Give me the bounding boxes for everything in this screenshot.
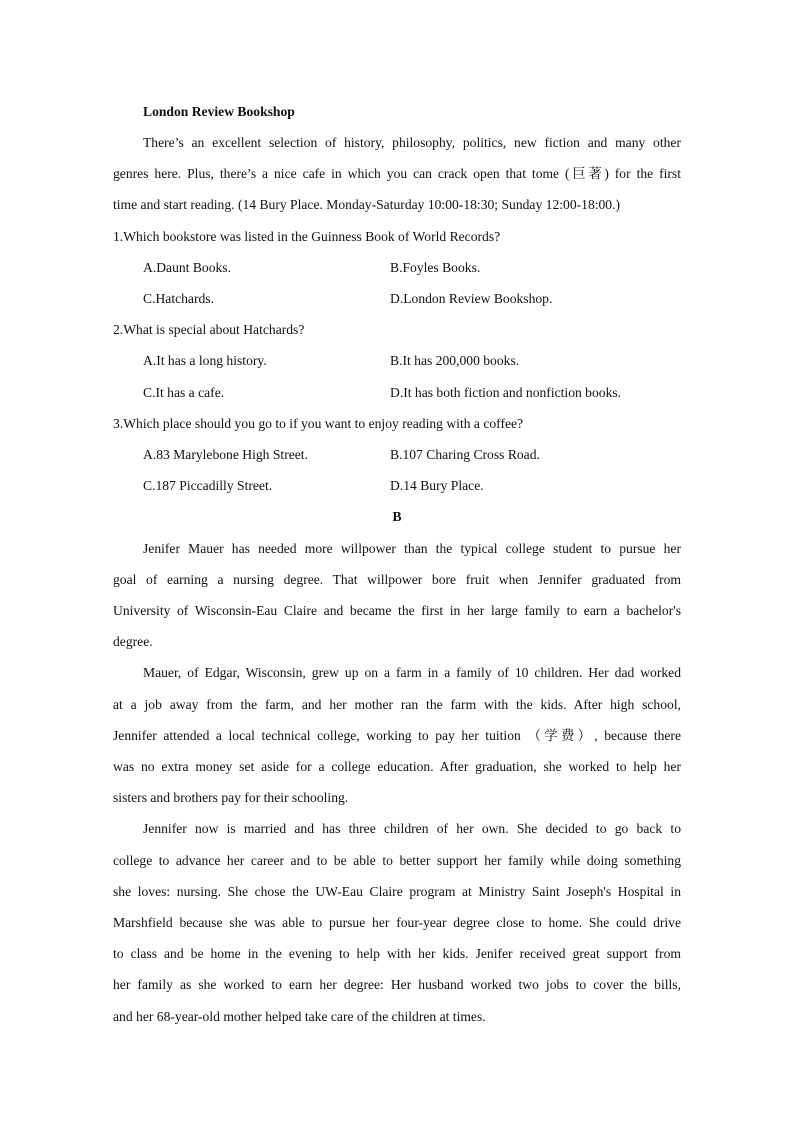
passage-b-line: to class and be home in the evening to help with her kids. Jenifer received great support from (113, 946, 681, 961)
passage-b-line: and her 68-year-old mother helped take care of the children at times. (113, 1009, 486, 1024)
answer-option: A.It has a long history. (143, 353, 267, 368)
passage-b-line: college to advance her career and to be able to better support her family while doing something (113, 853, 681, 868)
answer-option: C.187 Piccadilly Street. (143, 478, 273, 493)
question-stem: 3.Which place should you go to if you want to enjoy reading with a coffee? (113, 416, 524, 431)
answer-option: B.107 Charing Cross Road. (390, 447, 540, 462)
answer-option: B.Foyles Books. (390, 260, 481, 275)
passage-b-line: Jenifer Mauer has needed more willpower than the typical college student to pursue her (143, 541, 681, 556)
passage-b-line: goal of earning a nursing degree. That willpower bore fruit when Jennifer graduated from (113, 572, 681, 587)
answer-option: C.It has a cafe. (143, 385, 225, 400)
passage-b-line: Mauer, of Edgar, Wisconsin, grew up on a farm in a family of 10 children. Her dad worked (143, 665, 681, 680)
passage-b-line: degree. (113, 634, 153, 649)
answer-option: D.London Review Bookshop. (390, 291, 553, 306)
answer-option: B.It has 200,000 books. (390, 353, 520, 368)
question-stem: 2.What is special about Hatchards? (113, 322, 305, 337)
passage-b-line: Jennifer attended a local technical college, working to pay her tuition （学费）, because there (113, 728, 681, 743)
answer-option: A.Daunt Books. (143, 260, 231, 275)
bookshop-heading: London Review Bookshop (143, 104, 295, 119)
question-stem: 1.Which bookstore was listed in the Guinness Book of World Records? (113, 229, 501, 244)
passage-a-line: There’s an excellent selection of history, philosophy, politics, new fiction and many other (143, 135, 681, 150)
passage-b-line: at a job away from the farm, and her mother ran the farm with the kids. After high school, (113, 697, 681, 712)
passage-a-line: time and start reading. (14 Bury Place. Monday-Saturday 10:00-18:30; Sunday 12:00-18:00.) (113, 197, 621, 212)
passage-b-label: B (392, 509, 402, 524)
passage-b-line: Marshfield because she was able to pursue her four-year degree close to home. She could drive (113, 915, 681, 930)
passage-b-line: University of Wisconsin-Eau Claire and became the first in her large family to earn a bachelor's (113, 603, 681, 618)
passage-b-line: was no extra money set aside for a college education. After graduation, she worked to help her (113, 759, 681, 774)
passage-b-line: Jennifer now is married and has three children of her own. She decided to go back to (143, 821, 681, 836)
answer-option: A.83 Marylebone High Street. (143, 447, 308, 462)
passage-b-line: sisters and brothers pay for their schooling. (113, 790, 349, 805)
answer-option: C.Hatchards. (143, 291, 214, 306)
passage-b-line: her family as she worked to earn her degree: Her husband worked two jobs to cover the bills, (113, 977, 681, 992)
passage-a-line: genres here. Plus, there’s a nice cafe in which you can crack open that tome (巨著) for the first (113, 166, 681, 181)
passage-b-line: she loves: nursing. She chose the UW-Eau Claire program at Ministry Saint Joseph's Hospital in (113, 884, 681, 899)
answer-option: D.14 Bury Place. (390, 478, 484, 493)
answer-option: D.It has both fiction and nonfiction books. (390, 385, 622, 400)
